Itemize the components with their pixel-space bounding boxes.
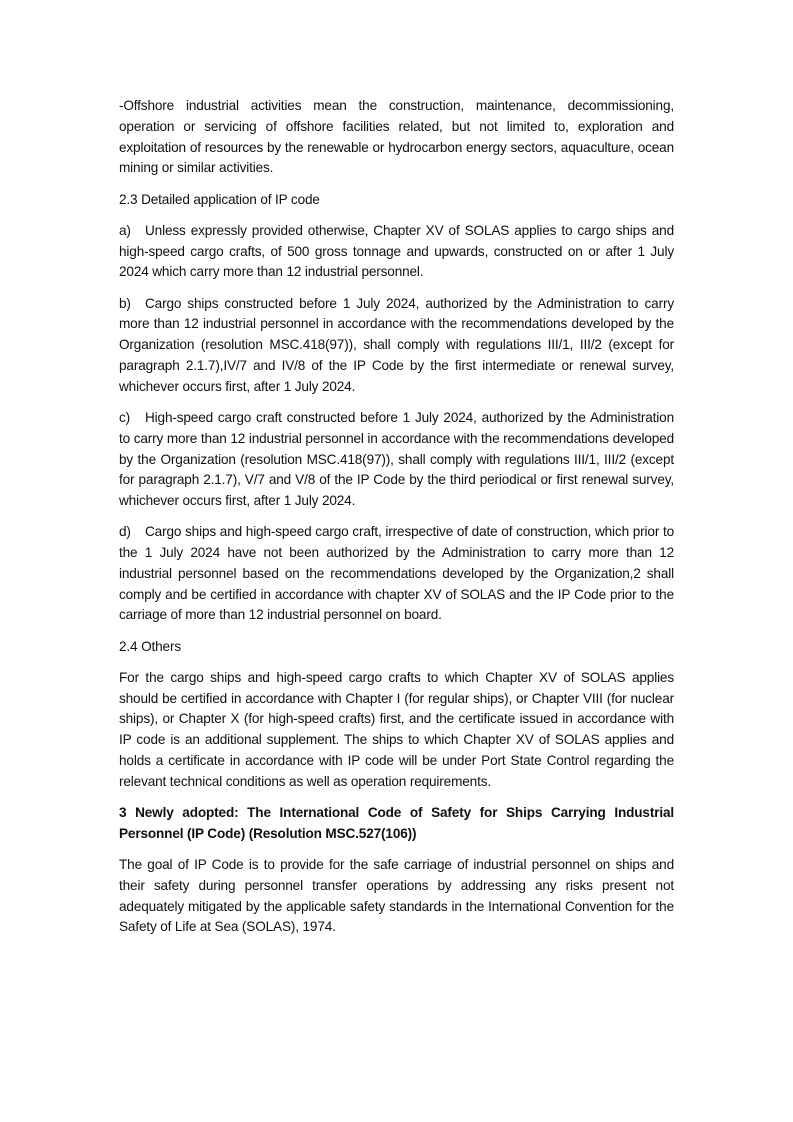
list-item-d [119, 522, 674, 626]
offshore-definition-paragraph: -Offshore industrial activities mean the construction, maintenance, decommissioning, operation or servicing of offshore facilities related, but not limited to, exploration and exploitation of resources by the renewable or hydrocarbon energy sectors, aquaculture, ocean mining or similar activities. [119, 98, 674, 176]
list-item-label: a) [119, 222, 131, 238]
list-item-text: High-speed cargo craft constructed before 1 July 2024, authorized by the Administration to carry more than 12 industrial personnel in accordance with the recommendations developed by the Organization (resolution MSC.418(97)), shall comply with regulations III/1, III/2 (except for paragraph 2.1.7), V/7 and V/8 of the IP Code by the third periodical or first renewal survey, whichever occurs first, after 1 July 2024. [119, 409, 674, 509]
list-item-c [119, 408, 674, 512]
section-3-heading: 3 Newly adopted: The International Code of Safety for Ships Carrying Industrial Personnel (IP Code) (Resolution MSC.527(106)) [119, 805, 674, 841]
section-2-4-heading: 2.4 Others [119, 638, 181, 654]
list-item-a [119, 221, 674, 283]
list-item-text: Cargo ships and high-speed cargo craft, irrespective of date of construction, which prior to the 1 July 2024 have not been authorized by the Administration to carry more than 12 industrial personnel based on the recommendations developed by the Organization,2 shall comply and be certified in accordance with chapter XV of SOLAS and the IP Code prior to the carriage of more than 12 industrial personnel on board. [119, 524, 674, 623]
list-item-label: c) [119, 409, 131, 425]
section-3-body-paragraph: The goal of IP Code is to provide for the safe carriage of industrial personnel on ships and their safety during personnel transfer operations by addressing any risks present not adequately mitigated by the applicable safety standards in the International Convention for the Safety of Life at Sea (SOLAS), 1974. [119, 857, 674, 935]
list-item-label: d) [119, 524, 131, 540]
list-item-text: Cargo ships constructed before 1 July 2024, authorized by the Administration to carry more than 12 industrial personnel in accordance with the recommendations developed by the Organization (resolution MSC.418(97)), shall comply with regulations III/1, III/2 (except for paragraph 2.1.7),IV/7 and IV/8 of the IP Code by the first intermediate or renewal survey, whichever occurs first, after 1 July 2024. [119, 295, 674, 394]
document-page [119, 96, 674, 949]
section-2-3-heading: 2.3 Detailed application of IP code [119, 191, 320, 207]
list-item-b [119, 294, 674, 398]
others-body-paragraph: For the cargo ships and high-speed cargo crafts to which Chapter XV of SOLAS applies should be certified in accordance with Chapter I (for regular ships), or Chapter VIII (for nuclear ships), or Chapter X (for high-speed crafts) first, and the certificate issued in accordance with IP code is an additional supplement. The ships to which Chapter XV of SOLAS applies and holds a certificate in accordance with IP code will be under Port State Control regarding the relevant technical conditions as well as operation requirements. [119, 669, 674, 789]
list-item-label: b) [119, 295, 131, 311]
list-item-text: Unless expressly provided otherwise, Chapter XV of SOLAS applies to cargo ships and high-speed cargo crafts, of 500 gross tonnage and upwards, constructed on or after 1 July 2024 which carry more than 12 industrial personnel. [119, 222, 674, 280]
